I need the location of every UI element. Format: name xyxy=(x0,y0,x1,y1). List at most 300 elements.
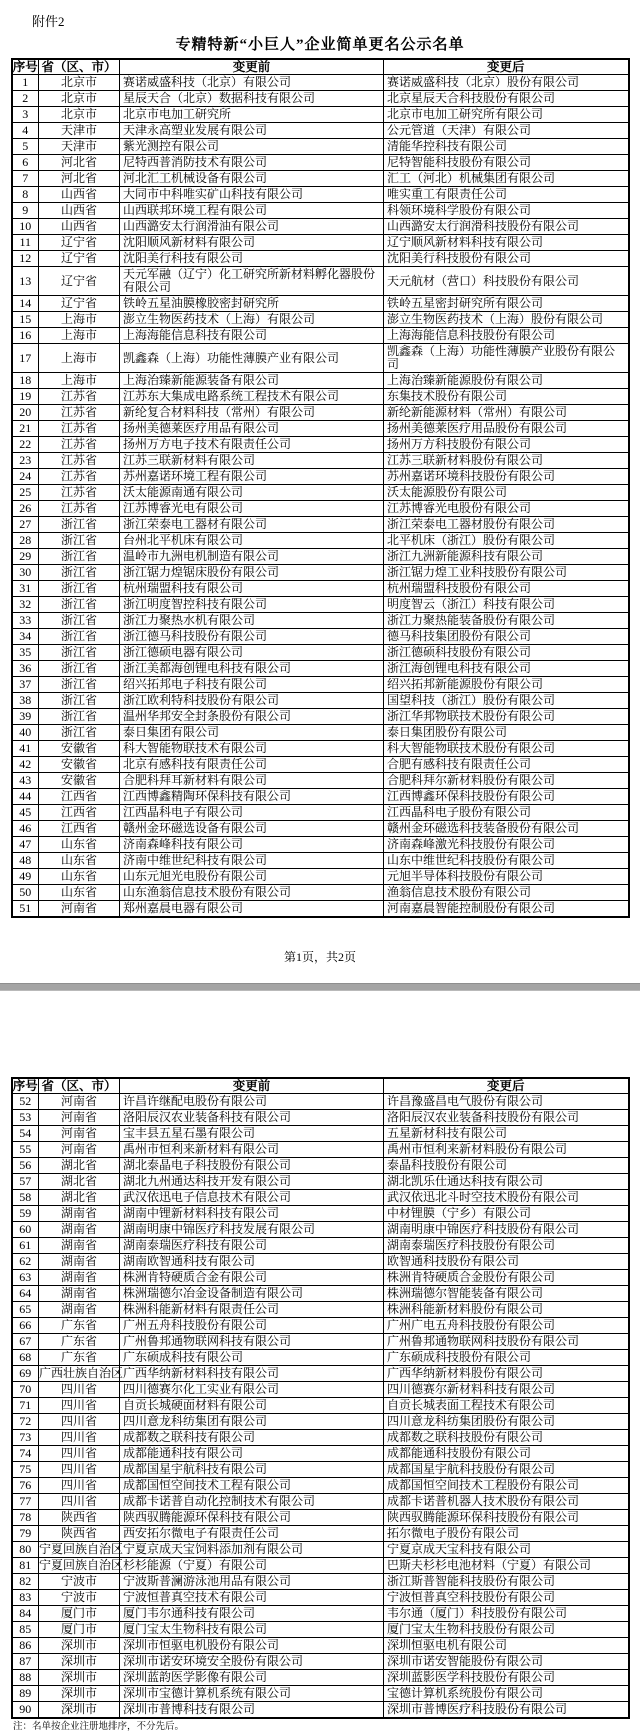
cell-before: 武汉依迅电子信息技术有限公司 xyxy=(120,1190,384,1206)
cell-province: 江苏省 xyxy=(39,469,120,485)
cell-after: 江苏博睿光电股份有限公司 xyxy=(384,501,629,517)
cell-province: 四川省 xyxy=(39,1446,120,1462)
cell-index: 60 xyxy=(12,1222,39,1238)
table-row xyxy=(12,405,629,421)
cell-after: 五星新材科技有限公司 xyxy=(384,1126,629,1142)
cell-province: 河北省 xyxy=(39,171,120,187)
table-row xyxy=(12,1206,629,1222)
table-row xyxy=(12,1526,629,1542)
cell-province: 四川省 xyxy=(39,1414,120,1430)
cell-index: 1 xyxy=(12,75,39,91)
cell-after: 洛阳辰汉农业装备科技股份有限公司 xyxy=(384,1110,629,1126)
cell-before: 江西晶科电子有限公司 xyxy=(120,805,384,821)
cell-province: 辽宁省 xyxy=(39,235,120,251)
table-row xyxy=(12,344,629,373)
footnote: 注：名单按企业注册地排序，不分先后。 xyxy=(13,1722,185,1732)
cell-before: 广州鲁邦通物联网科技有限公司 xyxy=(120,1334,384,1350)
cell-after: 韦尔通（厦门）科技股份有限公司 xyxy=(384,1606,629,1622)
cell-after: 绍兴拓邦新能源股份有限公司 xyxy=(384,677,629,693)
cell-index: 34 xyxy=(12,629,39,645)
cell-before: 郑州嘉晨电器有限公司 xyxy=(120,901,384,918)
cell-before: 深圳蓝韵医学影像有限公司 xyxy=(120,1670,384,1686)
cell-index: 36 xyxy=(12,661,39,677)
cell-after: 湖南泰瑞医疗科技股份有限公司 xyxy=(384,1238,629,1254)
cell-index: 39 xyxy=(12,709,39,725)
cell-province: 湖南省 xyxy=(39,1286,120,1302)
table-row xyxy=(12,533,629,549)
cell-index: 7 xyxy=(12,171,39,187)
cell-province: 宁波市 xyxy=(39,1574,120,1590)
cell-province: 广东省 xyxy=(39,1334,120,1350)
cell-index: 21 xyxy=(12,421,39,437)
table-row xyxy=(12,155,629,171)
cell-after: 浙江九洲新能源科技有限公司 xyxy=(384,549,629,565)
table-header-row xyxy=(12,1078,629,1094)
cell-province: 河北省 xyxy=(39,155,120,171)
table-row xyxy=(12,1126,629,1142)
cell-index: 62 xyxy=(12,1254,39,1270)
table-row xyxy=(12,1638,629,1654)
table-row xyxy=(12,901,629,918)
cell-province: 江苏省 xyxy=(39,437,120,453)
cell-index: 51 xyxy=(12,901,39,918)
table-row xyxy=(12,645,629,661)
cell-after: 株洲瑞德尔智能装备有限公司 xyxy=(384,1286,629,1302)
table-row xyxy=(12,373,629,389)
cell-index: 2 xyxy=(12,91,39,107)
table-row xyxy=(12,328,629,344)
table-row xyxy=(12,613,629,629)
cell-before: 宁夏京成天宝饲料添加剂有限公司 xyxy=(120,1542,384,1558)
cell-province: 四川省 xyxy=(39,1398,120,1414)
cell-index: 4 xyxy=(12,123,39,139)
cell-index: 49 xyxy=(12,869,39,885)
cell-before: 河北汇工机械设备有限公司 xyxy=(120,171,384,187)
cell-index: 13 xyxy=(12,267,39,296)
cell-after: 铁岭五星密封研究所有限公司 xyxy=(384,296,629,312)
cell-province: 上海市 xyxy=(39,344,120,373)
table-row xyxy=(12,1558,629,1574)
cell-index: 59 xyxy=(12,1206,39,1222)
table-row xyxy=(12,1574,629,1590)
cell-after: 合肥有感科技有限责任公司 xyxy=(384,757,629,773)
cell-before: 赣州金环磁选设备有限公司 xyxy=(120,821,384,837)
cell-before: 成都国恒空间技术工程有限公司 xyxy=(120,1478,384,1494)
page-number-footer: 第1页，共2页 xyxy=(283,950,356,964)
cell-before: 扬州万方电子技术有限责任公司 xyxy=(120,437,384,453)
cell-before: 厦门宝太生物科技有限公司 xyxy=(120,1622,384,1638)
cell-before: 宝丰县五星石墨有限公司 xyxy=(120,1126,384,1142)
table-row xyxy=(12,421,629,437)
cell-after: 武汉依迅北斗时空技术股份有限公司 xyxy=(384,1190,629,1206)
cell-index: 19 xyxy=(12,389,39,405)
cell-province: 浙江省 xyxy=(39,533,120,549)
cell-after: 凯鑫森（上海）功能性薄膜产业股份有限公司 xyxy=(384,344,629,373)
cell-province: 湖南省 xyxy=(39,1270,120,1286)
cell-index: 6 xyxy=(12,155,39,171)
cell-index: 71 xyxy=(12,1398,39,1414)
cell-after: 扬州万方科技股份有限公司 xyxy=(384,437,629,453)
cell-index: 54 xyxy=(12,1126,39,1142)
cell-before: 杉杉能源（宁夏）有限公司 xyxy=(120,1558,384,1574)
cell-province: 安徽省 xyxy=(39,757,120,773)
cell-before: 沈阳美行科技有限公司 xyxy=(120,251,384,267)
cell-province: 深圳市 xyxy=(39,1686,120,1702)
cell-before: 深圳市诺安环境安全股份有限公司 xyxy=(120,1654,384,1670)
table-row xyxy=(12,267,629,296)
cell-before: 温岭市九洲电机制造有限公司 xyxy=(120,549,384,565)
cell-before: 广州五舟科技股份有限公司 xyxy=(120,1318,384,1334)
cell-index: 18 xyxy=(12,373,39,389)
table-row xyxy=(12,517,629,533)
cell-province: 江苏省 xyxy=(39,421,120,437)
cell-after: 沈阳美行科技股份有限公司 xyxy=(384,251,629,267)
cell-before: 浙江欧利特科技股份有限公司 xyxy=(120,693,384,709)
cell-before: 赛诺威盛科技（北京）有限公司 xyxy=(120,75,384,91)
cell-index: 74 xyxy=(12,1446,39,1462)
cell-after: 渔翁信息技术股份有限公司 xyxy=(384,885,629,901)
table-row xyxy=(12,1494,629,1510)
cell-index: 42 xyxy=(12,757,39,773)
cell-index: 3 xyxy=(12,107,39,123)
cell-province: 广东省 xyxy=(39,1318,120,1334)
table-row xyxy=(12,251,629,267)
cell-index: 69 xyxy=(12,1366,39,1382)
cell-after: 元旭半导体科技股份有限公司 xyxy=(384,869,629,885)
rename-table-page-1 xyxy=(11,58,630,918)
cell-before: 浙江德硕电器有限公司 xyxy=(120,645,384,661)
table-row xyxy=(12,581,629,597)
table-row xyxy=(12,597,629,613)
table-row xyxy=(12,1686,629,1702)
table-row xyxy=(12,661,629,677)
cell-province: 江西省 xyxy=(39,789,120,805)
cell-province: 天津市 xyxy=(39,123,120,139)
rename-table-page-2 xyxy=(11,1077,630,1719)
cell-index: 53 xyxy=(12,1110,39,1126)
table-row xyxy=(12,725,629,741)
cell-index: 66 xyxy=(12,1318,39,1334)
cell-province: 厦门市 xyxy=(39,1606,120,1622)
column-header-index: 序号 xyxy=(12,60,38,74)
table-row xyxy=(12,1702,629,1719)
column-header-index: 序号 xyxy=(12,1079,38,1093)
cell-after: 浙江华邦物联技术股份有限公司 xyxy=(384,709,629,725)
table-row xyxy=(12,91,629,107)
cell-index: 80 xyxy=(12,1542,39,1558)
cell-province: 湖南省 xyxy=(39,1222,120,1238)
cell-before: 浙江锯力煌锯床股份有限公司 xyxy=(120,565,384,581)
cell-before: 深圳市宝德计算机系统有限公司 xyxy=(120,1686,384,1702)
cell-after: 成都能通科技股份有限公司 xyxy=(384,1446,629,1462)
cell-after: 自贡长城表面工程技术有限公司 xyxy=(384,1398,629,1414)
cell-before: 科大智能物联技术有限公司 xyxy=(120,741,384,757)
cell-index: 10 xyxy=(12,219,39,235)
cell-index: 83 xyxy=(12,1590,39,1606)
table-row xyxy=(12,235,629,251)
cell-province: 湖南省 xyxy=(39,1206,120,1222)
page-break-separator xyxy=(0,983,640,991)
cell-before: 湖南泰瑞医疗科技有限公司 xyxy=(120,1238,384,1254)
cell-before: 天津永高塑业发展有限公司 xyxy=(120,123,384,139)
cell-after: 湖北凯乐仕通达科技有限公司 xyxy=(384,1174,629,1190)
table-row xyxy=(12,1606,629,1622)
column-header-after: 变更后 xyxy=(384,59,629,75)
table-header-row xyxy=(12,59,629,75)
cell-after: 德马科技集团股份有限公司 xyxy=(384,629,629,645)
cell-before: 江苏博睿光电有限公司 xyxy=(120,501,384,517)
cell-province: 浙江省 xyxy=(39,629,120,645)
cell-province: 广东省 xyxy=(39,1350,120,1366)
cell-index: 65 xyxy=(12,1302,39,1318)
table-row xyxy=(12,1542,629,1558)
cell-province: 河南省 xyxy=(39,1094,120,1110)
cell-after: 汇工（河北）机械集团有限公司 xyxy=(384,171,629,187)
cell-after: 广州鲁邦通物联网科技股份有限公司 xyxy=(384,1334,629,1350)
cell-index: 30 xyxy=(12,565,39,581)
cell-index: 61 xyxy=(12,1238,39,1254)
cell-province: 江苏省 xyxy=(39,453,120,469)
cell-index: 55 xyxy=(12,1142,39,1158)
cell-index: 90 xyxy=(12,1702,39,1719)
cell-index: 78 xyxy=(12,1510,39,1526)
cell-before: 沃太能源南通有限公司 xyxy=(120,485,384,501)
cell-province: 宁夏回族自治区 xyxy=(39,1542,124,1556)
cell-index: 89 xyxy=(12,1686,39,1702)
cell-province: 四川省 xyxy=(39,1494,120,1510)
table-row xyxy=(12,1590,629,1606)
cell-before: 江苏三联新材料有限公司 xyxy=(120,453,384,469)
cell-province: 河南省 xyxy=(39,1126,120,1142)
cell-before: 自贡长城硬面材料有限公司 xyxy=(120,1398,384,1414)
cell-province: 河南省 xyxy=(39,1142,120,1158)
cell-index: 63 xyxy=(12,1270,39,1286)
cell-index: 28 xyxy=(12,533,39,549)
cell-province: 河南省 xyxy=(39,901,120,918)
table-row xyxy=(12,629,629,645)
cell-province: 浙江省 xyxy=(39,677,120,693)
cell-after: 科领环境科学股份有限公司 xyxy=(384,203,629,219)
cell-before: 山东元旭光电股份有限公司 xyxy=(120,869,384,885)
cell-index: 22 xyxy=(12,437,39,453)
cell-before: 澎立生物医药技术（上海）有限公司 xyxy=(120,312,384,328)
cell-province: 浙江省 xyxy=(39,581,120,597)
cell-before: 厦门韦尔通科技有限公司 xyxy=(120,1606,384,1622)
cell-after: 厦门宝太生物科技股份有限公司 xyxy=(384,1622,629,1638)
cell-province: 辽宁省 xyxy=(39,267,120,296)
table-row xyxy=(12,1158,629,1174)
table-row xyxy=(12,1350,629,1366)
cell-index: 44 xyxy=(12,789,39,805)
cell-index: 37 xyxy=(12,677,39,693)
cell-before: 四川意龙科纺集团有限公司 xyxy=(120,1414,384,1430)
cell-index: 32 xyxy=(12,597,39,613)
cell-before: 沈阳顺风新材料有限公司 xyxy=(120,235,384,251)
cell-before: 北京市电加工研究所 xyxy=(120,107,384,123)
cell-before: 禹州市恒利来新材料有限公司 xyxy=(120,1142,384,1158)
cell-after: 明度智云（浙江）科技有限公司 xyxy=(384,597,629,613)
cell-after: 江西晶科电子股份有限公司 xyxy=(384,805,629,821)
cell-before: 陕西驭腾能源环保科技有限公司 xyxy=(120,1510,384,1526)
table-row xyxy=(12,1302,629,1318)
table-row xyxy=(12,1190,629,1206)
cell-before: 西安拓尔微电子有限责任公司 xyxy=(120,1526,384,1542)
table-row xyxy=(12,187,629,203)
table-row xyxy=(12,219,629,235)
cell-after: 尼特智能科技股份有限公司 xyxy=(384,155,629,171)
cell-after: 浙江锯力煌工业科技股份有限公司 xyxy=(384,565,629,581)
column-header-before: 变更前 xyxy=(120,59,384,75)
cell-before: 上海海能信息科技有限公司 xyxy=(120,328,384,344)
cell-province: 浙江省 xyxy=(39,725,120,741)
cell-after: 株洲肯特硬质合金股份有限公司 xyxy=(384,1270,629,1286)
table-row xyxy=(12,1142,629,1158)
cell-before: 成都能通科技有限公司 xyxy=(120,1446,384,1462)
cell-before: 湖南明康中锦医疗科技发展有限公司 xyxy=(120,1222,384,1238)
cell-index: 68 xyxy=(12,1350,39,1366)
table-row xyxy=(12,203,629,219)
cell-province: 山西省 xyxy=(39,203,120,219)
cell-after: 新纶新能源材料（常州）有限公司 xyxy=(384,405,629,421)
cell-after: 深圳蓝影医学科技股份有限公司 xyxy=(384,1670,629,1686)
cell-index: 45 xyxy=(12,805,39,821)
cell-index: 50 xyxy=(12,885,39,901)
cell-after: 清能华控科技有限公司 xyxy=(384,139,629,155)
cell-index: 27 xyxy=(12,517,39,533)
cell-province: 安徽省 xyxy=(39,773,120,789)
cell-after: 株洲科能新材料股份有限公司 xyxy=(384,1302,629,1318)
table-row xyxy=(12,869,629,885)
table-row xyxy=(12,1366,629,1382)
cell-after: 河南嘉晨智能控制股份有限公司 xyxy=(384,901,629,918)
cell-province: 湖北省 xyxy=(39,1190,120,1206)
cell-before: 成都卡诺普自动化控制技术有限公司 xyxy=(120,1494,384,1510)
cell-index: 33 xyxy=(12,613,39,629)
cell-province: 上海市 xyxy=(39,328,120,344)
cell-index: 48 xyxy=(12,853,39,869)
cell-before: 铁岭五星油膜橡胶密封研究所 xyxy=(120,296,384,312)
cell-province: 山东省 xyxy=(39,837,120,853)
cell-after: 辽宁顺风新材料科技有限公司 xyxy=(384,235,629,251)
cell-index: 77 xyxy=(12,1494,39,1510)
table-row xyxy=(12,1670,629,1686)
cell-after: 深圳市诺安智能股份有限公司 xyxy=(384,1654,629,1670)
table-row xyxy=(12,312,629,328)
table-row xyxy=(12,757,629,773)
cell-after: 成都数之联科技股份有限公司 xyxy=(384,1430,629,1446)
table-row xyxy=(12,853,629,869)
cell-province: 深圳市 xyxy=(39,1654,120,1670)
cell-before: 宁波恒普真空技术有限公司 xyxy=(120,1590,384,1606)
cell-province: 辽宁省 xyxy=(39,296,120,312)
cell-after: 陕西驭腾能源环保科技股份有限公司 xyxy=(384,1510,629,1526)
table-row xyxy=(12,1414,629,1430)
table-row xyxy=(12,885,629,901)
document-page-2 xyxy=(0,991,640,1732)
cell-index: 82 xyxy=(12,1574,39,1590)
cell-index: 11 xyxy=(12,235,39,251)
table-row xyxy=(12,1462,629,1478)
cell-before: 紫光测控有限公司 xyxy=(120,139,384,155)
cell-index: 73 xyxy=(12,1430,39,1446)
cell-after: 山西潞安太行润滑科技股份有限公司 xyxy=(384,219,629,235)
table-row xyxy=(12,1254,629,1270)
table-row xyxy=(12,1270,629,1286)
table-row xyxy=(12,1446,629,1462)
cell-index: 64 xyxy=(12,1286,39,1302)
cell-before: 成都国星宇航科技有限公司 xyxy=(120,1462,384,1478)
table-row xyxy=(12,453,629,469)
table-row xyxy=(12,1430,629,1446)
column-header-before: 变更前 xyxy=(120,1078,384,1094)
cell-before: 天元军融（辽宁）化工研究所新材料孵化器股份有限公司 xyxy=(120,267,384,296)
table-row xyxy=(12,741,629,757)
cell-after: 成都国星宇航科技股份有限公司 xyxy=(384,1462,629,1478)
cell-province: 四川省 xyxy=(39,1382,120,1398)
table-row xyxy=(12,1318,629,1334)
cell-after: 成都卡诺普机器人技术股份有限公司 xyxy=(384,1494,629,1510)
cell-index: 85 xyxy=(12,1622,39,1638)
cell-province: 江西省 xyxy=(39,805,120,821)
cell-index: 35 xyxy=(12,645,39,661)
cell-after: 中材锂膜（宁乡）有限公司 xyxy=(384,1206,629,1222)
cell-index: 38 xyxy=(12,693,39,709)
cell-index: 20 xyxy=(12,405,39,421)
cell-before: 尼特西普消防技术有限公司 xyxy=(120,155,384,171)
cell-after: 东集技术股份有限公司 xyxy=(384,389,629,405)
table-row xyxy=(12,123,629,139)
cell-province: 上海市 xyxy=(39,312,120,328)
cell-before: 四川德赛尔化工实业有限公司 xyxy=(120,1382,384,1398)
cell-province: 浙江省 xyxy=(39,645,120,661)
cell-index: 12 xyxy=(12,251,39,267)
cell-after: 巴斯夫杉杉电池材料（宁夏）有限公司 xyxy=(384,1558,629,1574)
table-row xyxy=(12,501,629,517)
cell-province: 广西壮族自治区 xyxy=(39,1366,124,1380)
column-header-province: 省（区、市） xyxy=(39,1078,120,1094)
cell-province: 江苏省 xyxy=(39,389,120,405)
cell-province: 江苏省 xyxy=(39,501,120,517)
table-row xyxy=(12,837,629,853)
cell-province: 北京市 xyxy=(39,91,120,107)
cell-after: 赛诺威盛科技（北京）股份有限公司 xyxy=(384,75,629,91)
cell-index: 14 xyxy=(12,296,39,312)
cell-province: 浙江省 xyxy=(39,661,120,677)
cell-index: 46 xyxy=(12,821,39,837)
cell-before: 山西联邦环境工程有限公司 xyxy=(120,203,384,219)
column-header-province: 省（区、市） xyxy=(39,59,120,75)
table-row xyxy=(12,1110,629,1126)
cell-before: 杭州瑞盟科技有限公司 xyxy=(120,581,384,597)
cell-index: 70 xyxy=(12,1382,39,1398)
cell-province: 湖北省 xyxy=(39,1174,120,1190)
cell-province: 山西省 xyxy=(39,187,120,203)
cell-province: 北京市 xyxy=(39,107,120,123)
cell-province: 山东省 xyxy=(39,853,120,869)
cell-province: 江苏省 xyxy=(39,405,120,421)
cell-index: 67 xyxy=(12,1334,39,1350)
table-row xyxy=(12,709,629,725)
cell-after: 澎立生物医药技术（上海）股份有限公司 xyxy=(384,312,629,328)
cell-index: 58 xyxy=(12,1190,39,1206)
cell-before: 成都数之联科技有限公司 xyxy=(120,1430,384,1446)
cell-index: 87 xyxy=(12,1654,39,1670)
cell-province: 浙江省 xyxy=(39,565,120,581)
cell-index: 56 xyxy=(12,1158,39,1174)
cell-after: 江西博鑫环保科技股份有限公司 xyxy=(384,789,629,805)
table-row xyxy=(12,107,629,123)
cell-after: 北平机床（浙江）股份有限公司 xyxy=(384,533,629,549)
